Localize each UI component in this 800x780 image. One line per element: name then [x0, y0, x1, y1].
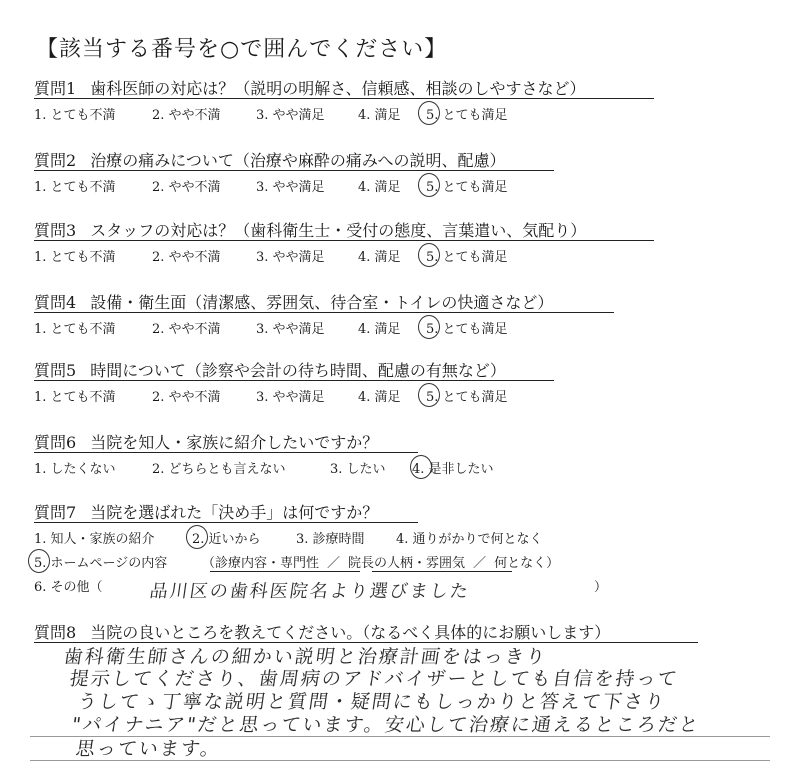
selection-circle: [418, 315, 440, 339]
question-text: スタッフの対応は？（歯科衛生士・受付の態度、言葉遣い、気配り）: [90, 221, 587, 240]
option-1[interactable]: 1. とても不満: [34, 250, 116, 265]
option-5[interactable]: 5. とても満足: [426, 108, 508, 123]
question-label: 質問5: [34, 361, 77, 380]
question-2: [34, 148, 506, 171]
question-label: 質問7: [34, 503, 77, 522]
question-underline: [34, 98, 654, 99]
option-5[interactable]: 5. とても満足: [426, 250, 508, 265]
option-2[interactable]: 2. やや不満: [152, 250, 221, 265]
option-5-detail-a: （診療内容・専門性: [202, 556, 320, 571]
option-3[interactable]: 3. したい: [330, 462, 386, 477]
option-2[interactable]: 2. やや不満: [152, 390, 221, 405]
option-1[interactable]: 1. とても不満: [34, 390, 116, 405]
question-4: [34, 290, 553, 313]
question-8: [34, 620, 610, 643]
question-label: 質問4: [34, 293, 77, 312]
option-5[interactable]: 5. ホームページの内容: [34, 556, 168, 571]
question-label: 質問8: [34, 623, 77, 642]
question-text: 時間について（診察や会計の待ち時間、配慮の有無など）: [90, 361, 506, 380]
question-1: [34, 76, 586, 99]
handwritten-underline: [372, 571, 512, 572]
question-7: [34, 500, 378, 523]
separator: ／: [473, 556, 487, 571]
option-3[interactable]: 3. やや満足: [256, 390, 325, 405]
option-6[interactable]: 6. その他（: [34, 580, 103, 595]
handwritten-answer-line: 歯科衛生師さんの細かい説明と治療計画をはっきり: [62, 646, 549, 668]
option-3[interactable]: 3. 診療時間: [296, 532, 365, 547]
option-5-detail-c: 何となく）: [494, 556, 560, 571]
selection-circle: [186, 525, 208, 549]
option-5[interactable]: 5. とても満足: [426, 390, 508, 405]
question-text: 当院の良いところを教えてください。（なるべく具体的にお願いします）: [90, 623, 611, 642]
option-2[interactable]: 2. やや不満: [152, 108, 221, 123]
selection-circle: [418, 243, 440, 267]
option-2[interactable]: 2. 近いから: [192, 532, 261, 547]
option-5-detail-b: 院長の人柄・雰囲気: [348, 556, 466, 571]
selection-circle: [418, 173, 440, 197]
option-1[interactable]: 1. とても不満: [34, 108, 116, 123]
form-title: 【該当する番号を○で囲んでください】: [36, 37, 448, 62]
selection-circle: [418, 101, 440, 125]
option-1[interactable]: 1. とても不満: [34, 322, 116, 337]
question-5: [34, 358, 506, 381]
question-6: [34, 430, 378, 453]
option-1[interactable]: 1. したくない: [34, 462, 116, 477]
question-label: 質問2: [34, 151, 77, 170]
question-underline: [34, 312, 614, 313]
handwritten-answer-line: 思っています。: [74, 738, 223, 760]
question-label: 質問6: [34, 433, 77, 452]
question-3: [34, 218, 586, 241]
handwritten-other-answer: 品川区の歯科医院名より選びました: [148, 581, 472, 602]
option-5[interactable]: 5. とても満足: [426, 180, 508, 195]
option-2[interactable]: 2. どちらとも言えない: [152, 462, 286, 477]
question-label: 質問3: [34, 221, 77, 240]
selection-circle: [418, 383, 440, 407]
option-4[interactable]: 4. 満足: [358, 180, 401, 195]
option-2[interactable]: 2. やや不満: [152, 322, 221, 337]
question-underline: [34, 380, 554, 381]
option-4[interactable]: 4. 満足: [358, 250, 401, 265]
option-3[interactable]: 3. やや満足: [256, 322, 325, 337]
option-3[interactable]: 3. やや満足: [256, 250, 325, 265]
selection-circle: [410, 455, 432, 479]
q7-options-row1: [34, 528, 543, 547]
q7-options-row2: [34, 552, 559, 571]
question-underline: [34, 170, 554, 171]
question-text: 歯科医師の対応は？（説明の明解さ、信頼感、相談のしやすさなど）: [90, 79, 586, 98]
question-underline: [34, 522, 418, 523]
question-underline: [34, 452, 418, 453]
question-text: 治療の痛みについて（治療や麻酔の痛みへの説明、配慮）: [90, 151, 506, 170]
option-5[interactable]: 5. とても満足: [426, 322, 508, 337]
selection-circle: [28, 549, 50, 573]
question-label: 質問1: [34, 79, 77, 98]
option-4[interactable]: 4. 満足: [358, 390, 401, 405]
option-4[interactable]: 4. 通りがかりで何となく: [396, 532, 543, 547]
separator: ／: [327, 556, 341, 571]
handwritten-answer-line: 提示してくださり、歯周病のアドバイザーとしても自信を持って: [68, 668, 680, 690]
handwritten-answer-line: うしてゝ丁寧な説明と質問・疑問にもしっかりと答えて下さり: [76, 691, 668, 713]
option-1[interactable]: 1. 知人・家族の紹介: [34, 532, 155, 547]
option-2[interactable]: 2. やや不満: [152, 180, 221, 195]
question-text: 当院を知人・家族に紹介したいですか？: [90, 433, 379, 452]
handwritten-answer-line: "パイナニア"だと思っています。安心して治療に通えるところだと: [70, 714, 702, 736]
handwritten-underline: [210, 571, 360, 572]
question-underline: [34, 240, 654, 241]
option-4[interactable]: 4. 満足: [358, 322, 401, 337]
option-3[interactable]: 3. やや満足: [256, 108, 325, 123]
option-1[interactable]: 1. とても不満: [34, 180, 116, 195]
option-6-close: ）: [594, 580, 608, 595]
option-4[interactable]: 4. 満足: [358, 108, 401, 123]
option-3[interactable]: 3. やや満足: [256, 180, 325, 195]
question-text: 設備・衛生面（清潔感、雰囲気、待合室・トイレの快適さなど）: [90, 293, 554, 312]
question-text: 当院を選ばれた「決め手」は何ですか？: [90, 503, 379, 522]
option-4[interactable]: 4. 是非したい: [412, 462, 494, 477]
